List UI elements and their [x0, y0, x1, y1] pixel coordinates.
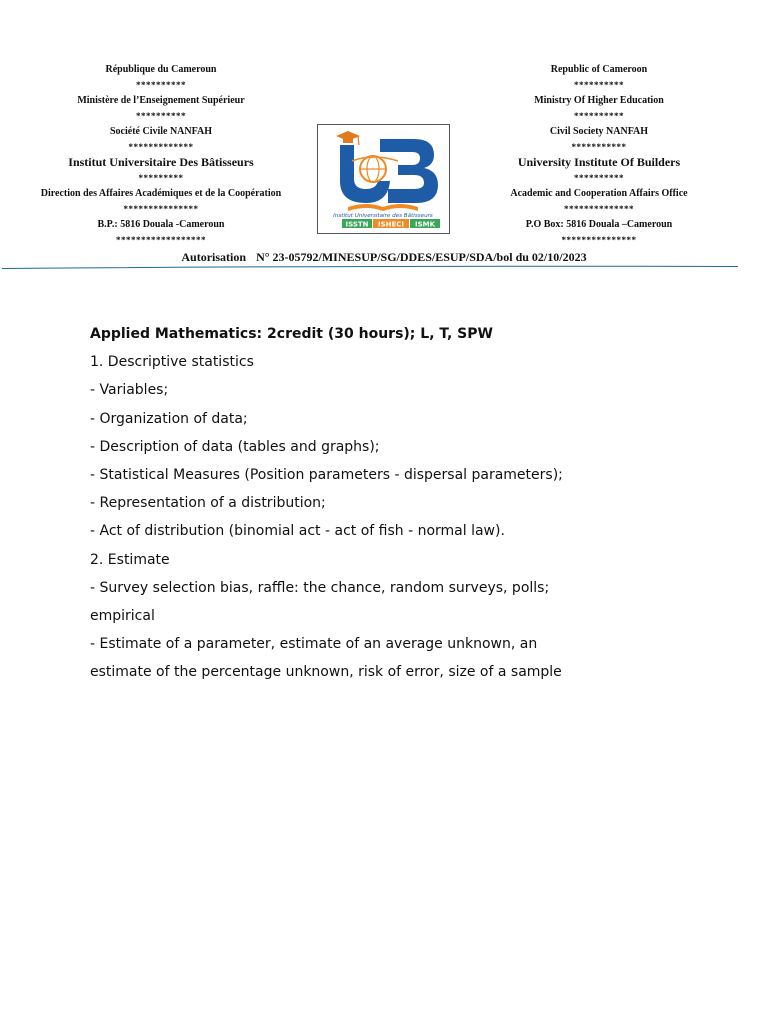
header-right-english [490, 62, 708, 248]
logo-badge-ismk: ISMK [414, 220, 436, 229]
header-line: République du Cameroun [105, 64, 217, 75]
content-line: - Act of distribution (binomial act - act of fish - normal law). [90, 523, 505, 540]
header-separator: *************** [123, 203, 199, 214]
content-line: - Variables; [90, 382, 169, 399]
header-line: Academic and Cooperation Affairs Office [510, 188, 688, 199]
logo-badge-isheci: ISHECI [377, 220, 405, 229]
ub-logo-icon [318, 125, 449, 233]
header-separator: ****************** [116, 234, 206, 245]
content-line: 1. Descriptive statistics [90, 354, 254, 371]
header-separator: ********* [138, 172, 184, 183]
authorisation-label: Autorisation [181, 250, 247, 264]
header-separator: ********** [136, 110, 186, 121]
logo-badge-isstn: ISSTN [345, 220, 369, 229]
header-address: B.P.: 5816 Douala -Cameroun [97, 219, 225, 230]
header-separator: ************** [564, 203, 634, 214]
course-content [90, 320, 570, 687]
header-divider [2, 265, 738, 269]
header-line: Republic of Cameroon [550, 64, 648, 75]
header-line: Société Civile NANFAH [109, 126, 212, 137]
header-separator: ********** [136, 79, 186, 90]
content-line: - Representation of a distribution; [90, 495, 326, 512]
header-separator: ************* [128, 141, 194, 152]
course-title: Applied Mathematics: 2credit (30 hours); L, T, SPW [90, 326, 493, 342]
header-line: Direction des Affaires Académiques et de la Coopération [40, 188, 282, 199]
header-separator: ********** [574, 110, 624, 121]
authorisation-line [0, 250, 768, 265]
header-institution: University Institute Of Builders [517, 155, 681, 169]
institution-logo [317, 124, 450, 234]
logo-caption: Institut Universitaire des Bâtisseurs [333, 213, 433, 219]
content-line: - Survey selection bias, raffle: the chance, random surveys, polls; empirical [90, 579, 550, 625]
header-institution: Institut Universitaire Des Bâtisseurs [68, 155, 254, 169]
header-separator: ********** [574, 172, 624, 183]
header-separator: *********** [571, 141, 627, 152]
authorisation-number: N° 23-05792/MINESUP/SG/DDES/ESUP/SDA/bol du 02/10/2023 [256, 250, 587, 264]
content-line: 2. Estimate [90, 551, 170, 568]
header-address: P.O Box: 5816 Douala –Cameroun [525, 219, 673, 230]
header-line: Ministry Of Higher Education [534, 95, 664, 106]
content-line: - Statistical Measures (Position parameters - dispersal parameters); [90, 467, 563, 484]
content-line: - Description of data (tables and graphs); [90, 438, 380, 455]
content-line: - Estimate of a parameter, estimate of an average unknown, an estimate of the percentage unknown, risk of error, size of a sample [90, 636, 562, 681]
header-left-french [30, 62, 292, 248]
header-line: Ministère de l’Enseignement Supérieur [77, 95, 245, 106]
header-line: Civil Society NANFAH [549, 126, 649, 137]
header-separator: ********** [574, 79, 624, 90]
header-separator: *************** [561, 234, 637, 245]
content-line: - Organization of data; [90, 410, 248, 427]
